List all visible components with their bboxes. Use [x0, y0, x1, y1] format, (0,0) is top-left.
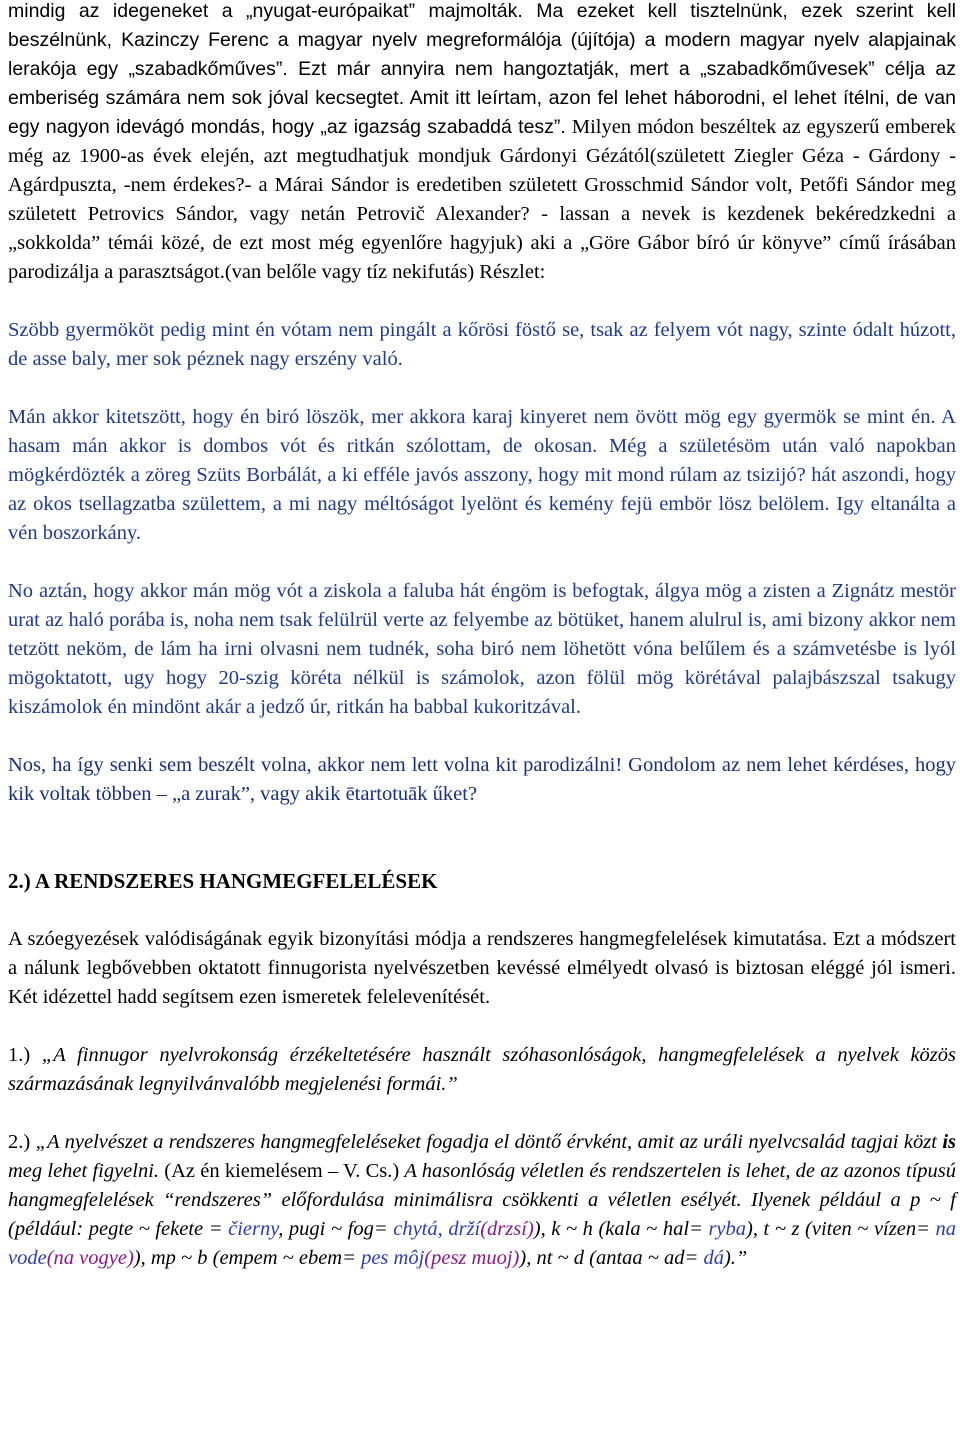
excerpt-paragraph-2: Mán akkor kitetszött, hogy én biró löszök, mer akkora karaj kinyeret nem övött mög egy gyermök se mint én. A hasam mán akkor is dombos vót és ritkán szólottam, de okosan. Még a születésöm után való napokban mögkérdözték a zöreg Szüts Borbálát, a ki efféle javós asszony, hogy mit mond rúlam az tsizijó? hát aszondi, hogy az okos tsellagzatba születtem, a mi nagy méltóságot lyelönt és kemény fejü embör lösz belölem. Igy eltanálta a vén boszorkány.: [8, 406, 956, 544]
excerpt-paragraph-3: No aztán, hogy akkor mán mög vót a ziskola a faluba hát éngöm is befogtak, álgya mög a zisten a Zignátz mestör urat az haló porába is, noha nem tsak felülrül verte az felyembe az bötüket, hanem alulrul is, ami bizony akkor nem tetzött neköm, de lám ha irni olvasni nem tudnék, soha biró nem löhetött vóna belűlem és a számvetésbe is lyól mögoktatott, ugy hogy 20-szig köréta nélkül is számolok, azon fölül mög körétával palajbászszal tsakugy kiszámolok én mindönt akár a jedző úr, ritkán ha babbal kukoritzával.: [8, 580, 956, 718]
quote-2-text-1: , pugi ~ fog=: [278, 1218, 394, 1240]
quote-1-number: 1.): [8, 1044, 42, 1066]
section-heading: 2.) A RENDSZERES HANGMEGFELELÉSEK: [8, 869, 438, 893]
pronunciation-3: (pesz muoj): [424, 1247, 520, 1269]
document-page: [8, 0, 956, 1273]
quote-1: [8, 1041, 956, 1099]
intro-serif-text: Milyen módon beszéltek az egyszerű emberek még az 1900-as évek elején, azt megtudhatjuk mondjuk Gárdonyi Gézától(született Ziegler Géza - Gárdony - Agárdpuszta, -nem érdekes?- a Márai Sándor is eredetiben született Grosschmid Sándor volt, Petőfi Sándor meg született Petrovics Sándor, vagy netán Petrovič Alexander? - lassan a nevek is kezdenek bekéredzkedni a „sokkolda” témái közé, de ezt most még egyenlőre hagyjuk) aki a „Göre Gábor bíró úr könyve” című írásában parodizálja a parasztságot.(van belőle vagy tíz nekifutás) Részlet:: [8, 116, 957, 283]
quote-2: [8, 1128, 956, 1273]
excerpt-paragraph-1: Szöbb gyermököt pedig mint én vótam nem pingált a kőrösi föstő se, tsak az felyem vót nagy, szinte ódalt húzott, de asse baly, mer sok péznek nagy erszény való.: [8, 319, 956, 370]
intro-paragraph: [8, 0, 956, 287]
quote-2-text-2: ), k ~ h (kala ~ hal=: [533, 1218, 709, 1240]
section-intro-paragraph: A szóegyezések valódiságának egyik bizonyítási módja a rendszeres hangmegfelelések kimutatása. Ezt a módszert a nálunk legbővebben oktatott finnugorista nyelvészetben kevéssé elmélyedt olvasó is biztosan eléggé jól ismeri. Két idézettel hadd segítsem ezen ismeretek felelevenítését.: [8, 928, 956, 1008]
quote-2-text-6: ).”: [723, 1247, 748, 1269]
slovak-word-3: ryba: [708, 1218, 747, 1240]
slovak-word-2: chytá, drží: [393, 1218, 481, 1240]
quote-2-part-b: meg lehet figyelni.: [8, 1160, 160, 1182]
quote-2-text-4: ), mp ~ b (empem ~ ebem=: [133, 1247, 362, 1269]
quote-2-text-3: ), t ~ z (viten ~ vízen=: [746, 1218, 936, 1240]
quote-2-number: 2.): [8, 1131, 36, 1153]
quote-2-note: (Az én kiemelésem – V. Cs.): [159, 1160, 405, 1182]
slovak-word-4: na vode: [8, 1218, 956, 1269]
slovak-word-5: pes môj: [361, 1247, 425, 1269]
pronunciation-1: (drzsí): [480, 1218, 534, 1240]
slovak-word-6: dá: [703, 1247, 724, 1269]
intro-sans-text: mindig az idegeneket a „nyugat-európaikat” majmolták. Ma ezeket kell tisztelnünk, ezek szerint kell beszélnünk, Kazinczy Ferenc a magyar nyelv megreformálója (újítója) a modern magyar nyelv alapjainak lerakója egy „szabadkőműves”. Ezt már annyira nem hangoztatják, mert a „szabadkőművesek” célja az emberiség számára nem sok jóval kecsegtet. Amit itt leírtam, azon fel lehet háborodni, el lehet ítélni, de van egy nagyon idevágó mondás, hogy „az igazság szabaddá tesz”.: [8, 0, 956, 138]
quote-2-text-5: ), nt ~ d (antaa ~ ad=: [519, 1247, 704, 1269]
quote-1-text: „A finnugor nyelvrokonság érzékeltetésére használt szóhasonlóságok, hangmegfelelések a nyelvek közös származásának legnyilvánvalóbb megjelenési formái.”: [8, 1044, 957, 1095]
conclusion-paragraph: Nos, ha így senki sem beszélt volna, akkor nem lett volna kit parodizálni! Gondolom az nem lehet kérdéses, hogy kik voltak többen – „a zurak”, vagy akik ētartotuāk űket?: [8, 754, 956, 805]
quote-2-part-c: A hasonlóság véletlen és rendszertelen is lehet, de az azonos típusú hangmegfelelések “rendszeres” előfordulása minimálisra csökkenti a véletlen esélyét. Ilyenek például a p ~ f (például: pegte ~ fekete =: [8, 1160, 956, 1240]
quote-2-part-a: „A nyelvészet a rendszeres hangmegfeleléseket fogadja el döntő érvként, amit az uráli nyelvcsalád tagjai közt: [35, 1131, 943, 1153]
slovak-word-1: čierny: [228, 1218, 279, 1240]
pronunciation-2: (na vogye): [46, 1247, 134, 1269]
quote-2-emphasis: is: [942, 1131, 957, 1153]
